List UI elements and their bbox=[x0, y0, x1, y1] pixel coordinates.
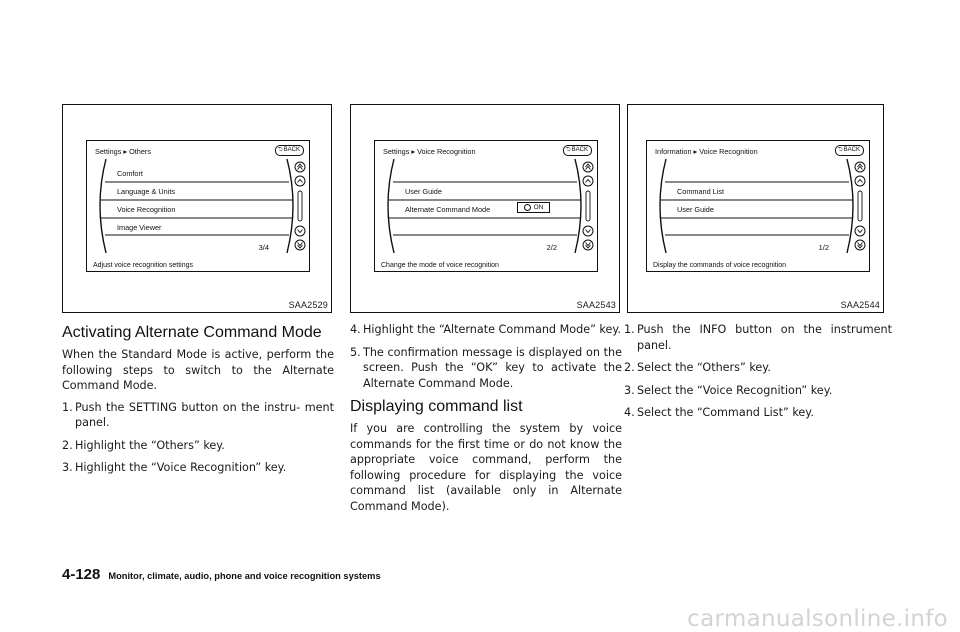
column-2 bbox=[350, 104, 622, 514]
step-number: 3. bbox=[62, 461, 73, 474]
back-button[interactable] bbox=[563, 145, 592, 156]
back-label: BACK bbox=[843, 147, 860, 153]
intro-paragraph: When the Standard Mode is active, perform the following steps to switch to the Alternate Command Mode. bbox=[62, 348, 334, 392]
display-screen bbox=[86, 140, 310, 272]
figure-settings-voice-recognition bbox=[350, 104, 620, 313]
menu-item-command-list[interactable]: Command List bbox=[677, 187, 725, 196]
page-indicator: 2/2 bbox=[546, 243, 557, 252]
figure-settings-others bbox=[62, 104, 332, 313]
step-number: 2. bbox=[62, 438, 73, 452]
menu-item-user-guide[interactable]: User Guide bbox=[405, 187, 442, 196]
page-indicator: 3/4 bbox=[258, 243, 269, 252]
page-indicator: 1/2 bbox=[818, 243, 829, 252]
figure-code: SAA2543 bbox=[576, 300, 616, 310]
back-button[interactable] bbox=[275, 145, 304, 156]
step-number: 1. bbox=[62, 400, 73, 414]
figure-code: SAA2544 bbox=[840, 300, 880, 310]
section-heading: Displaying command list bbox=[350, 398, 523, 415]
list-item bbox=[62, 438, 334, 454]
menu-item-user-guide[interactable]: User Guide bbox=[677, 205, 714, 214]
step-list bbox=[624, 322, 892, 421]
back-button[interactable] bbox=[835, 145, 864, 156]
menu-list bbox=[380, 157, 583, 254]
list-item bbox=[624, 322, 892, 353]
step-text: Push the SETTING button on the instru- ment panel. bbox=[75, 400, 334, 429]
menu-item-voice-recognition[interactable]: Voice Recognition bbox=[117, 205, 176, 214]
body-paragraph: If you are controlling the system by voice commands for the first time or do not know the appropriate voice command, perform the following procedure for displaying the voice command list (available only in Alternate Command Mode). bbox=[350, 422, 622, 513]
page-number: 4-128 bbox=[62, 566, 101, 583]
step-number: 1. bbox=[624, 323, 635, 336]
column-1 bbox=[62, 104, 334, 483]
figure-code: SAA2529 bbox=[288, 300, 328, 310]
page-footer bbox=[62, 566, 381, 583]
breadcrumb: Settings ▸ Others bbox=[95, 147, 151, 156]
step-list bbox=[62, 400, 334, 476]
status-line: Display the commands of voice recognition bbox=[653, 262, 787, 269]
back-label: BACK bbox=[283, 147, 300, 153]
status-line: Adjust voice recognition settings bbox=[93, 262, 193, 269]
section-heading: Activating Alternate Command Mode bbox=[62, 324, 322, 341]
column-3 bbox=[624, 104, 892, 428]
step-text: Highlight the “Others” key. bbox=[75, 438, 225, 452]
back-arrow-icon: ⮌ bbox=[837, 147, 843, 153]
step-text: Highlight the “Alternate Command Mode” key. bbox=[363, 323, 621, 336]
scroll-control[interactable] bbox=[294, 161, 306, 251]
list-item bbox=[624, 383, 892, 399]
menu-item-language-units[interactable]: Language & Units bbox=[117, 187, 176, 196]
indicator-icon bbox=[524, 204, 531, 211]
breadcrumb: Information ▸ Voice Recognition bbox=[655, 147, 758, 156]
step-text: The confirmation message is displayed on the screen. Push the “OK” key to activate the Alternate Command Mode. bbox=[363, 345, 622, 390]
step-number: 4. bbox=[624, 406, 635, 419]
step-text: Select the “Voice Recognition” key. bbox=[637, 383, 833, 397]
display-screen bbox=[646, 140, 870, 272]
toggle-label: ON bbox=[533, 204, 544, 211]
list-item bbox=[62, 460, 334, 476]
step-text: Push the INFO button on the instrument panel. bbox=[637, 323, 892, 352]
step-text: Select the “Others” key. bbox=[637, 361, 771, 374]
list-item bbox=[350, 345, 622, 392]
menu-list bbox=[92, 157, 295, 254]
display-screen bbox=[374, 140, 598, 272]
figure-information-voice-recognition bbox=[627, 104, 884, 313]
step-number: 2. bbox=[624, 361, 635, 374]
back-label: BACK bbox=[571, 147, 588, 153]
section-title: Monitor, climate, audio, phone and voice recognition systems bbox=[108, 571, 381, 581]
step-text: Select the “Command List” key. bbox=[637, 406, 814, 419]
list-item bbox=[62, 400, 334, 431]
scroll-control[interactable] bbox=[854, 161, 866, 251]
scroll-control[interactable] bbox=[582, 161, 594, 251]
step-list bbox=[350, 322, 622, 391]
list-item bbox=[624, 360, 892, 376]
alternate-mode-toggle[interactable] bbox=[517, 202, 550, 213]
status-line: Change the mode of voice recognition bbox=[381, 262, 499, 269]
back-arrow-icon: ⮌ bbox=[277, 147, 283, 153]
breadcrumb: Settings ▸ Voice Recognition bbox=[383, 147, 476, 156]
back-arrow-icon: ⮌ bbox=[565, 147, 571, 153]
menu-item-alternate-command-mode[interactable]: Alternate Command Mode bbox=[405, 205, 491, 214]
list-item bbox=[350, 322, 622, 338]
list-item bbox=[624, 405, 892, 421]
watermark: carmanualsonline.info bbox=[687, 606, 948, 632]
step-number: 5. bbox=[350, 345, 361, 359]
menu-item-image-viewer[interactable]: Image Viewer bbox=[117, 223, 162, 232]
step-number: 4. bbox=[350, 323, 361, 336]
menu-list bbox=[652, 157, 855, 254]
menu-item-comfort[interactable]: Comfort bbox=[117, 169, 143, 178]
step-text: Highlight the “Voice Recognition” key. bbox=[75, 461, 287, 474]
step-number: 3. bbox=[624, 383, 635, 397]
